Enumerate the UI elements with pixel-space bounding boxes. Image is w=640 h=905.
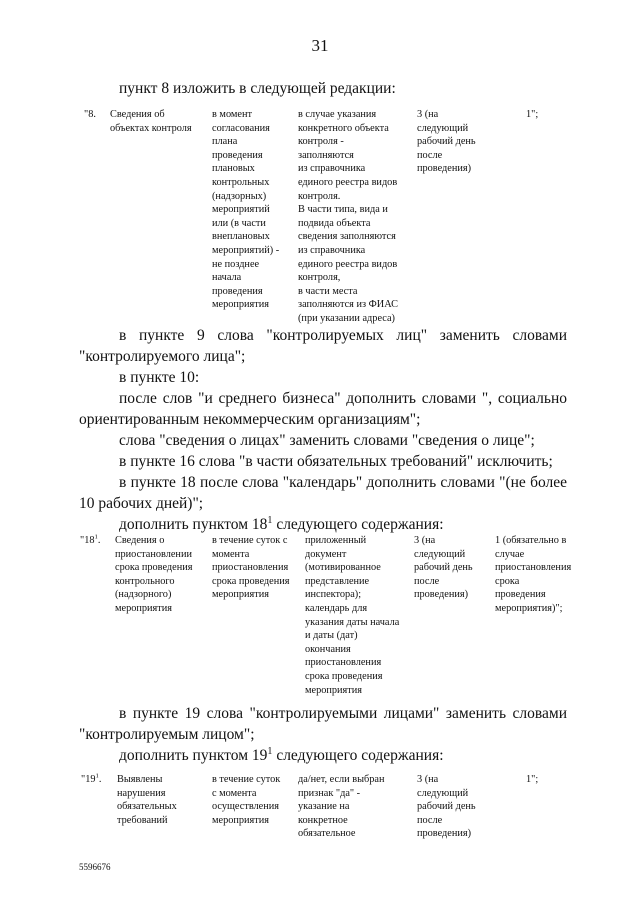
page-number: 31 xyxy=(311,36,329,55)
paragraph-p19-1 xyxy=(119,745,444,766)
row-number-post: . xyxy=(98,774,102,785)
row-number xyxy=(80,534,100,548)
row-how: да/нет, если выбран признак "да" - указание на конкретное обязательное xyxy=(298,774,385,840)
row-how: приложенный документ (мотивированное представление инспектора); календарь для указания даты начала и даты (дат) окончания приостановления срока проведения мероприятия xyxy=(305,535,400,696)
p18-1-post: следующего содержания: xyxy=(272,516,444,533)
row-flag: 1"; xyxy=(526,109,539,120)
paragraph-p9-line2: "контролируемого лица"; xyxy=(79,348,246,365)
paragraph-p18-line2: 10 рабочих дней)"; xyxy=(79,495,204,512)
paragraph-p19-line1: в пункте 19 слова "контролируемыми лицами" заменить словами xyxy=(119,705,567,722)
row-number-sup: 1 xyxy=(95,772,99,780)
p19-1-pre: дополнить пунктом 19 xyxy=(119,747,268,764)
p19-1-sup: 1 xyxy=(267,745,273,757)
row-term: 3 (на следующий рабочий день после проведения) xyxy=(417,774,476,840)
p18-1-sup: 1 xyxy=(267,514,273,526)
paragraph-p10-intro: в пункте 10: xyxy=(119,369,200,386)
paragraph-p10-a-line2: ориентированным некоммерческим организациям"; xyxy=(79,411,421,428)
row-name: Сведения об объектах контроля xyxy=(110,109,192,134)
footer-document-code: 5596676 xyxy=(79,862,111,872)
row-when: в течение суток с момента приостановления срока проведения мероприятия xyxy=(212,535,290,601)
paragraph-p10-b: слова "сведения о лицах" заменить словами "сведения о лице"; xyxy=(119,432,535,449)
paragraph-p18-1 xyxy=(119,514,444,535)
paragraph-p10-a-line1: после слов "и среднего бизнеса" дополнить словами ", социально xyxy=(119,390,567,407)
row-number: "8. xyxy=(84,109,96,120)
row-number-main: "19 xyxy=(81,774,96,785)
row-name: Сведения о приостановлении срока проведения контрольного (надзорного) мероприятия xyxy=(115,535,193,614)
row-number xyxy=(81,773,101,787)
row-when: в течение суток с момента осуществления мероприятия xyxy=(212,774,281,826)
p18-1-pre: дополнить пунктом 18 xyxy=(119,516,268,533)
paragraph-p16: в пункте 16 слова "в части обязательных требований" исключить; xyxy=(119,453,553,470)
row-number-main: "18 xyxy=(80,535,95,546)
row-name: Выявлены нарушения обязательных требований xyxy=(117,774,177,826)
row-number-sup: 1 xyxy=(94,533,98,541)
paragraph-p8-intro: пункт 8 изложить в следующей редакции: xyxy=(119,80,396,97)
row-term: 3 (на следующий рабочий день после проведения) xyxy=(417,109,476,175)
row-when: в момент согласования плана проведения плановых контрольных (надзорных) мероприятий или (в части внеплановых мероприятий) - не позднее начала проведения мероприятия xyxy=(212,109,280,311)
paragraph-p19-line2: "контролируемым лицом"; xyxy=(79,726,255,743)
paragraph-p18-line1: в пункте 18 после слова "календарь" дополнить словами "(не более xyxy=(119,474,567,491)
row-number-post: . xyxy=(97,535,101,546)
paragraph-p9-line1: в пункте 9 слова "контролируемых лиц" заменить словами xyxy=(119,327,567,344)
row-flag: 1"; xyxy=(526,774,539,785)
row-how: в случае указания конкретного объекта контроля - заполняются из справочника единого реестра видов контроля. В части типа, вида и подвида объекта сведения заполняются из справочника единого реестра видов контроля, в части места заполняются из ФИАС (при указании адреса) xyxy=(298,109,398,324)
p19-1-post: следующего содержания: xyxy=(272,747,444,764)
row-term: 3 (на следующий рабочий день после проведения) xyxy=(414,535,473,601)
row-flag: 1 (обязательно в случае приостановления срока проведения мероприятия)"; xyxy=(495,535,572,614)
